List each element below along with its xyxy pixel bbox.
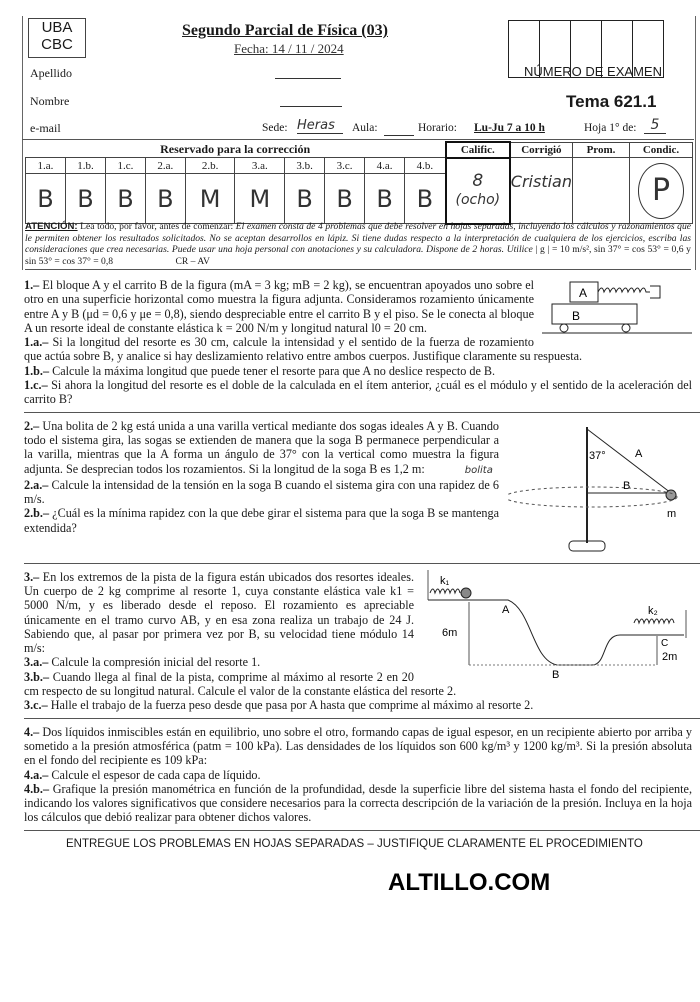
item-number: 4.a.– (24, 767, 49, 782)
horario-label: Horario: (418, 122, 457, 134)
item-1b (24, 364, 692, 378)
figure-label-a: A (579, 286, 588, 300)
k2-label: k₂ (648, 604, 658, 617)
sede-label: Sede: (262, 122, 288, 134)
figure-label-b: B (572, 309, 581, 323)
watermark: ALTILLO.COM (388, 869, 551, 897)
mass-label: m (667, 507, 677, 520)
figure-block-cart (542, 278, 692, 338)
mark: M (185, 174, 235, 224)
attention-intro: Lea todo, por favor, antes de comenzar: (77, 221, 236, 232)
divider (24, 718, 700, 719)
condic-label: Condic. (630, 142, 693, 158)
attention-code: CR – AV (175, 255, 210, 267)
grading-table (25, 141, 693, 225)
problem-statement: El bloque A y el carrito B de la figura (mA = 3 kg; mB = 2 kg), se encuentran apoyados uno sobre el otro en una superficie horizontal como muestra la figura adjunta. Consideramos rozamiento únicamente entre A y B (μd = 0,6 y μe = 0,8), siendo despreciable entre el carrito B y el piso. Se le conecta al bloque A un resorte ideal de constante elástica k = 200 N/m y longitud natural l0 = 20 cm. (24, 278, 535, 335)
problems-column (24, 278, 692, 897)
apellido-label: Apellido (30, 66, 72, 80)
height-2m-label: 2m (662, 650, 678, 663)
item-label: 3.c. (325, 158, 365, 174)
item-number: 3.c.– (24, 698, 48, 713)
item-label: 3.a. (235, 158, 285, 174)
email-label: e-mail (30, 121, 61, 135)
page-title: Segundo Parcial de Física (03) (182, 22, 388, 39)
rope-b-label: B (623, 479, 631, 492)
angle-label: 37° (589, 449, 606, 462)
hoja-value: 5 (644, 117, 666, 134)
item-number: 3.a.– (24, 655, 49, 670)
exam-number-label: NÚMERO DE EXAMEN (524, 64, 662, 79)
grading-items-row (26, 158, 693, 174)
item-text: Si la longitud del resorte es 30 cm, calcule la intensidad y el sentido de la fuerza de rozamiento que actúa sobre B, y analice si hay deslizamiento relativo entre ambos cuerpos. Justifique claramente su respuesta. (24, 335, 583, 364)
prom-value (573, 158, 630, 224)
reserved-label: Reservado para la corrección (160, 142, 311, 156)
mark: B (365, 174, 405, 224)
point-a-label: A (502, 603, 510, 616)
divider (24, 563, 700, 564)
point-c-label: C (661, 637, 669, 649)
problem-3 (24, 570, 692, 713)
item-number: 4.b.– (24, 781, 50, 796)
problem-number: 3.– (24, 569, 40, 584)
apellido-field[interactable] (275, 78, 341, 79)
problem-number: 4.– (24, 724, 40, 739)
problem-statement: En los extremos de la pista de la figura están ubicados dos resortes ideales. Un cuerpo de 2 kg comprime al resorte 1, cuya constante elástica vale k1 = 5000 N/m, y es liberado desde el reposo. El rozamiento es apreciable únicamente en el tramo curvo AB, y en esa zona realiza un trabajo de 24 J. Sabiendo que, al pasar por primera vez por B, su velocidad tiene módulo 14 m/s: (24, 569, 415, 656)
item-label: 1.a. (26, 158, 66, 174)
nombre-field[interactable] (280, 106, 342, 107)
mark: B (325, 174, 365, 224)
problem-number: 1.– (24, 278, 40, 292)
point-b-label: B (552, 668, 560, 680)
problem-4-statement (24, 725, 692, 768)
mark: B (405, 174, 446, 224)
item-number: 3.b.– (24, 669, 50, 684)
attention-body: El examen consta de 4 problemas que debe resolver en hojas separadas, incluyendo los cálculos y razonamientos que le permiten obtener los resultados solicitados. No se aceptan desarrollos en lápiz. Si tiene dudas respecto a la interpretación de cualquiera de los ejercicios, escriba las consideraciones que crea necesarias. Puede usar una hoja personal con anotaciones y su calculadora. Dispone de 2 horas. Utilice (25, 221, 691, 256)
exam-date: Fecha: 14 / 11 / 2024 (234, 41, 344, 56)
aula-label: Aula: (352, 122, 378, 134)
item-text: Cuando llega al final de la pista, comprime al máximo al resorte 2 en 20 cm respecto de su longitud natural. Calcule el valor de la constante elástica del resorte 2. (24, 669, 457, 699)
uba-cbc-box (28, 18, 86, 58)
condic-value (630, 158, 693, 224)
problem-statement: Una bolita de 2 kg está unida a una varilla vertical mediante dos sogas ideales A y B. Cuando todo el sistema gira, las sogas se extienden de manera que la soga B permanece perpendicular a la varilla, mientras que la A forma un ángulo de 37° con la vertical como muestra la figura adjunta. Se desprecian todos los rozamientos. Si la longitud de la soga B es 1,2 m: (24, 418, 500, 476)
attention-label: ATENCIÓN: (25, 221, 78, 232)
calif-value (446, 158, 510, 224)
mark: B (145, 174, 185, 224)
height-6m-label: 6m (442, 626, 458, 639)
item-label: 4.b. (405, 158, 446, 174)
item-number: 1.c.– (24, 378, 48, 393)
spring-2-icon (634, 619, 674, 623)
horario-value: Lu-Ju 7 a 10 h (474, 122, 545, 134)
footer-instructions: ENTREGUE LOS PROBLEMAS EN HOJAS SEPARADAS – JUSTIFIQUE CLARAMENTE EL PROCEDIMIENTO (66, 837, 643, 850)
item-label: 3.b. (285, 158, 325, 174)
item-4a (24, 768, 692, 782)
attention-notice (25, 221, 691, 270)
item-label: 4.a. (365, 158, 405, 174)
aula-field[interactable] (384, 135, 414, 136)
item-4b (24, 782, 692, 825)
figure-rotating-rod (507, 419, 692, 561)
divider (24, 830, 700, 831)
item-1a (24, 335, 692, 364)
corrigio-label: Corrigió (510, 142, 573, 158)
k1-label: k₁ (440, 574, 450, 587)
figure-track (422, 570, 692, 680)
calif-label: Calific. (446, 142, 510, 158)
item-text: Halle el trabajo de la fuerza peso desde que pasa por A hasta que comprime al máximo al resorte 2. (50, 698, 534, 713)
item-label: 1.c. (105, 158, 145, 174)
nombre-label: Nombre (30, 94, 70, 108)
prom-label: Prom. (573, 142, 630, 158)
divider (24, 412, 700, 413)
hoja-label: Hoja 1° de: (584, 122, 637, 134)
spring-icon (598, 288, 650, 292)
condic-circled: P (638, 163, 684, 219)
problem-2 (24, 419, 692, 535)
calif-words: (ocho) (455, 191, 501, 208)
item-label: 1.b. (65, 158, 105, 174)
corrigio-value: Cristian (510, 158, 573, 224)
item-text: Grafique la presión manométrica en función de la profundidad, desde la superficie libre del sistema hasta el fondo del recipiente, indicando los valores significativos que considere necesarios para la correcta descripción de la variación de la presión. Incluya en la hoja los cálculos que debió realizar para obtener dichos valores. (24, 781, 692, 825)
problem-number: 2.– (24, 418, 40, 433)
mark: B (105, 174, 145, 224)
mark: B (285, 174, 325, 224)
item-number: 1.b.– (24, 363, 50, 378)
calif-number: 8 (472, 170, 484, 191)
uba-label: UBA (41, 19, 73, 36)
item-text: Calcule la compresión inicial del resorte 1. (51, 655, 261, 670)
problem-1 (24, 278, 692, 407)
item-3c (24, 698, 692, 712)
rope-a-label: A (635, 447, 643, 460)
item-text: Calcule el espesor de cada capa de líquido. (51, 767, 261, 782)
cbc-label: CBC (41, 36, 73, 53)
sede-value: Heras (297, 118, 343, 134)
item-label: 2.a. (145, 158, 185, 174)
tema-label: Tema 621.1 (566, 92, 657, 111)
mark: M (235, 174, 285, 224)
attention-constants: | g | = 10 m/s², sin 37° = cos 53° = 0,6 y sin 53° = cos 37° = 0,8 (25, 244, 691, 267)
problem-4 (24, 725, 692, 825)
item-text: Si ahora la longitud del resorte es el doble de la calculada en el ítem anterior, ¿cuál es el módulo y el sentido de la aceleración del carrito B? (24, 378, 692, 407)
item-text: Calcule la máxima longitud que puede tener el resorte para que A no deslice respecto de B. (52, 363, 496, 378)
item-label: 2.b. (185, 158, 235, 174)
item-number: 2.a.– (24, 477, 49, 492)
mark: B (65, 174, 105, 224)
header-divider (22, 139, 694, 140)
spring-1-icon (430, 589, 460, 593)
item-1c (24, 378, 692, 407)
item-text: ¿Cuál es la mínima rapidez con la que debe girar el sistema para que la soga B se mantenga extendida? (24, 506, 499, 535)
handwritten-note: bolita (464, 464, 493, 476)
mark: B (26, 174, 66, 224)
item-text: Calcule la intensidad de la tensión en la soga B cuando el sistema gira con una rapidez de 6 m/s. (24, 477, 500, 507)
problem-statement: Dos líquidos inmiscibles están en equilibrio, uno sobre el otro, formando capas de igual espesor, en un recipiente abierto por arriba y sometido a la presión atmosférica (patm = 100 kPa). Las densidades de los líquidos son 600 kg/m³ y 1200 kg/m³. Si la presión absoluta en el fondo del recipiente es 109 kPa: (24, 724, 692, 768)
item-number: 2.b.– (24, 506, 50, 521)
item-number: 1.a.– (24, 335, 49, 350)
